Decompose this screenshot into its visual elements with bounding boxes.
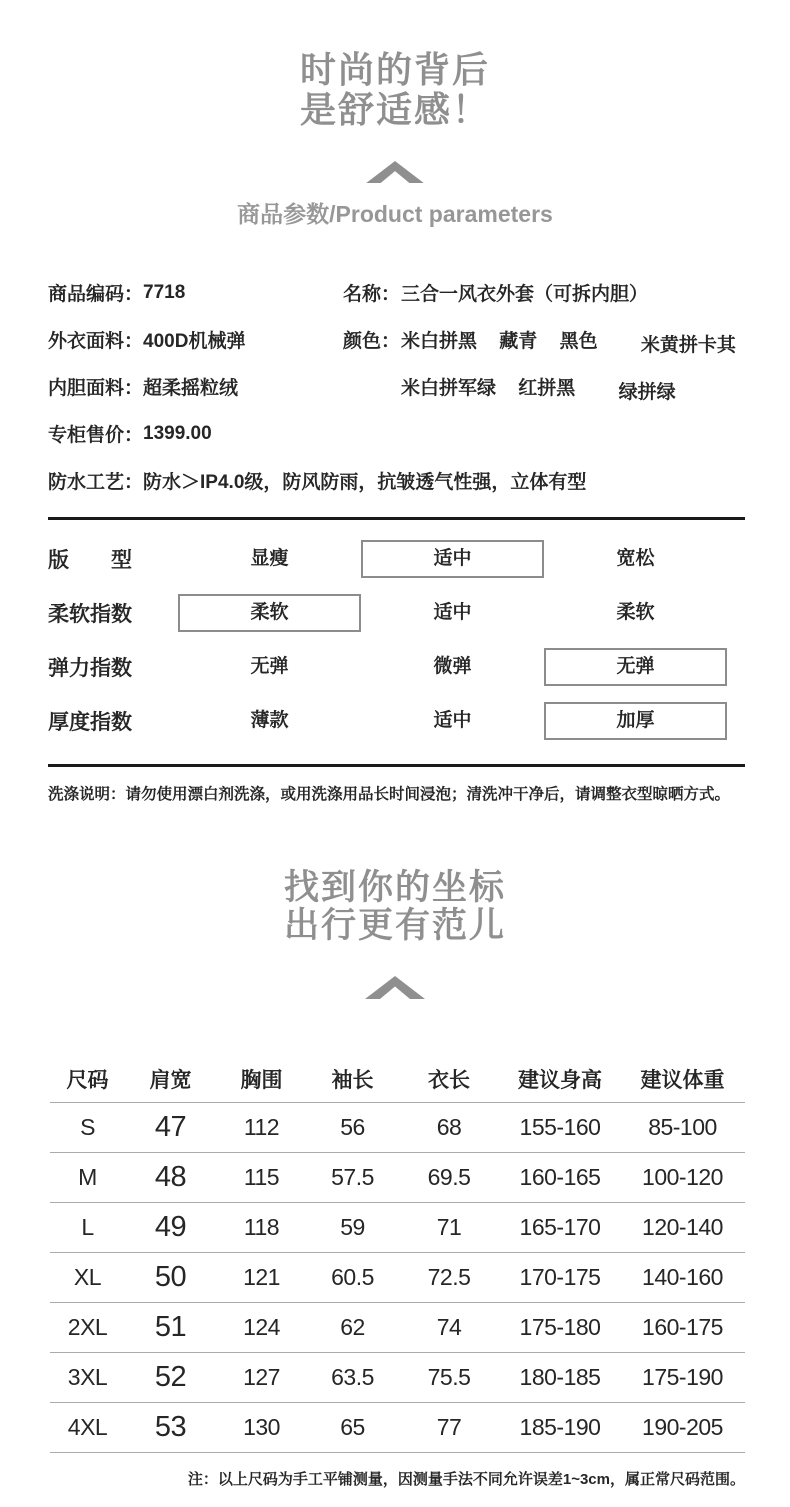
index-row-thickness	[48, 694, 745, 748]
color-option: 红拼黑	[518, 378, 576, 399]
size-cell: 175-190	[642, 1364, 723, 1390]
size-cell: 127	[243, 1364, 280, 1390]
size-cell: S	[80, 1114, 95, 1140]
size-cell: 121	[243, 1264, 280, 1290]
size-cell: 160-175	[642, 1314, 723, 1340]
color-options-line1	[401, 326, 736, 356]
size-cell: 49	[154, 1211, 187, 1243]
index-label: 弹力指数	[48, 657, 132, 680]
index-option-selected: 柔软	[178, 594, 361, 632]
size-cell: M	[78, 1164, 97, 1190]
color-option: 绿拼绿	[618, 382, 676, 403]
banner-title-line1: 找到你的坐标	[283, 868, 506, 907]
size-cell: 155-160	[519, 1114, 601, 1140]
size-cell: 65	[340, 1414, 365, 1440]
size-cell: 3XL	[67, 1364, 108, 1390]
column-header: 袖长	[331, 1068, 374, 1092]
size-cell: 57.5	[331, 1164, 374, 1190]
size-cell: 4XL	[67, 1414, 108, 1440]
size-row-2xl	[50, 1303, 745, 1353]
index-row-elasticity	[48, 640, 745, 694]
size-cell: 170-175	[519, 1264, 601, 1290]
param-row-colors-line1	[343, 316, 745, 363]
index-option: 宽松	[616, 548, 655, 569]
size-cell: 165-170	[519, 1214, 601, 1240]
param-row-product-name	[343, 269, 745, 316]
size-cell: 75.5	[427, 1364, 471, 1390]
param-value: 1399.00	[143, 422, 212, 444]
index-row-softness	[48, 586, 745, 640]
index-option: 柔软	[616, 602, 655, 623]
section-title: 商品参数/Product parameters	[237, 201, 553, 227]
param-row-liner-fabric	[48, 363, 343, 410]
column-header: 建议体重	[640, 1068, 725, 1092]
column-header: 衣长	[428, 1068, 470, 1092]
size-chart-header-row	[50, 1055, 745, 1103]
column-header: 尺码	[66, 1068, 109, 1092]
size-banner	[0, 869, 790, 1005]
wash-label: 洗涤说明：	[48, 786, 126, 803]
index-option: 无弹	[250, 656, 289, 677]
column-header: 胸围	[240, 1068, 283, 1092]
size-cell: 85-100	[648, 1114, 717, 1140]
color-option: 米白拼黑	[401, 331, 478, 352]
size-cell: 77	[436, 1414, 462, 1440]
chevron-up-icon	[364, 976, 426, 1000]
param-label: 专柜售价：	[48, 425, 144, 446]
param-row-product-code	[48, 269, 343, 316]
size-cell: 115	[243, 1164, 280, 1190]
size-cell: 51	[154, 1311, 187, 1343]
column-header: 建议身高	[518, 1068, 602, 1092]
size-cell: 71	[436, 1214, 462, 1240]
index-label: 厚度指数	[48, 711, 132, 734]
size-cell: 68	[436, 1114, 462, 1140]
param-row-shell-fabric	[48, 316, 343, 363]
size-cell: L	[81, 1214, 94, 1240]
size-cell: 100-120	[642, 1164, 723, 1190]
size-cell: 160-165	[519, 1164, 601, 1190]
index-option: 适中	[433, 602, 472, 623]
index-option: 微弹	[433, 656, 472, 677]
size-cell: 190-205	[642, 1414, 723, 1440]
size-cell: 185-190	[519, 1414, 601, 1440]
index-option: 适中	[433, 710, 472, 731]
size-cell: XL	[73, 1264, 102, 1290]
product-parameters-section	[48, 269, 745, 504]
index-row-fit	[48, 532, 745, 586]
banner-title-line1: 时尚的背后	[299, 49, 490, 90]
fashion-banner	[0, 0, 790, 227]
param-value: 超柔摇粒绒	[143, 378, 239, 399]
size-cell: 53	[154, 1411, 187, 1443]
size-cell: 175-180	[519, 1314, 601, 1340]
size-chart-table	[50, 1055, 745, 1453]
param-value: 400D机械弹	[143, 331, 246, 352]
param-label: 颜色：	[343, 331, 401, 352]
measurement-note: 注：以上尺码为手工平铺测量，因测量手法不同允许误差1~3cm，属正常尺码范围。	[187, 1471, 745, 1488]
size-cell: 48	[154, 1161, 187, 1193]
wash-instructions	[48, 767, 745, 805]
param-value: 7718	[143, 281, 186, 303]
param-row-waterproof	[48, 457, 745, 504]
size-row-3xl	[50, 1353, 745, 1403]
param-row-colors-line2	[343, 363, 745, 410]
param-label: 防水工艺：	[48, 472, 144, 493]
size-row-m	[50, 1153, 745, 1203]
param-label: 内胆面料：	[48, 378, 144, 399]
index-label: 柔软指数	[48, 603, 132, 626]
size-row-xl	[50, 1253, 745, 1303]
color-options-line2	[401, 373, 676, 403]
index-option-selected: 无弹	[544, 648, 727, 686]
size-cell: 72.5	[427, 1264, 471, 1290]
size-cell: 50	[154, 1261, 187, 1293]
index-option: 薄款	[250, 710, 289, 731]
chevron-up-icon	[366, 161, 424, 184]
param-value: 三合一风衣外套（可拆内胆）	[401, 284, 649, 305]
size-cell: 47	[154, 1111, 187, 1143]
color-option: 米黄拼卡其	[640, 335, 736, 356]
size-row-l	[50, 1203, 745, 1253]
size-cell: 56	[340, 1114, 365, 1140]
index-option: 显瘦	[250, 548, 289, 569]
param-row-counter-price	[48, 410, 343, 457]
index-label: 版 型	[48, 549, 132, 572]
size-cell: 140-160	[642, 1264, 723, 1290]
banner-title-line2: 是舒适感！	[299, 89, 490, 130]
color-option: 藏青	[499, 331, 538, 352]
parameters-right-column	[343, 269, 745, 457]
param-value: 防水＞IP4.0级，防风防雨，抗皱透气性强，立体有型	[143, 472, 587, 493]
size-cell: 112	[243, 1114, 280, 1140]
param-label: 名称：	[343, 284, 401, 305]
index-option-selected: 适中	[361, 540, 544, 578]
column-header: 肩宽	[149, 1068, 192, 1092]
param-label: 外衣面料：	[48, 331, 144, 352]
size-cell: 69.5	[427, 1164, 471, 1190]
size-cell: 60.5	[331, 1264, 374, 1290]
size-cell: 62	[340, 1314, 365, 1340]
index-option-selected: 加厚	[544, 702, 727, 740]
color-option: 米白拼军绿	[401, 378, 497, 399]
wash-text: 请勿使用漂白剂洗涤，或用洗涤用品长时间浸泡；清洗冲干净后，请调整衣型晾晒方式。	[125, 786, 731, 803]
size-cell: 180-185	[519, 1364, 601, 1390]
param-label: 商品编码：	[48, 284, 144, 305]
banner-title-line2: 出行更有范儿	[283, 906, 506, 945]
color-option: 黑色	[559, 331, 598, 352]
size-cell: 120-140	[642, 1214, 723, 1240]
size-cell: 118	[243, 1214, 280, 1240]
parameters-left-column	[48, 269, 343, 457]
fit-indices-section	[48, 517, 745, 767]
size-row-4xl	[50, 1403, 745, 1453]
size-row-s	[50, 1103, 745, 1153]
parameters-columns	[48, 269, 745, 457]
size-cell: 130	[243, 1414, 280, 1440]
size-cell: 52	[154, 1361, 187, 1393]
size-cell: 74	[436, 1314, 462, 1340]
size-cell: 63.5	[331, 1364, 374, 1390]
size-cell: 59	[340, 1214, 365, 1240]
size-cell: 2XL	[67, 1314, 108, 1340]
size-cell: 124	[243, 1314, 280, 1340]
